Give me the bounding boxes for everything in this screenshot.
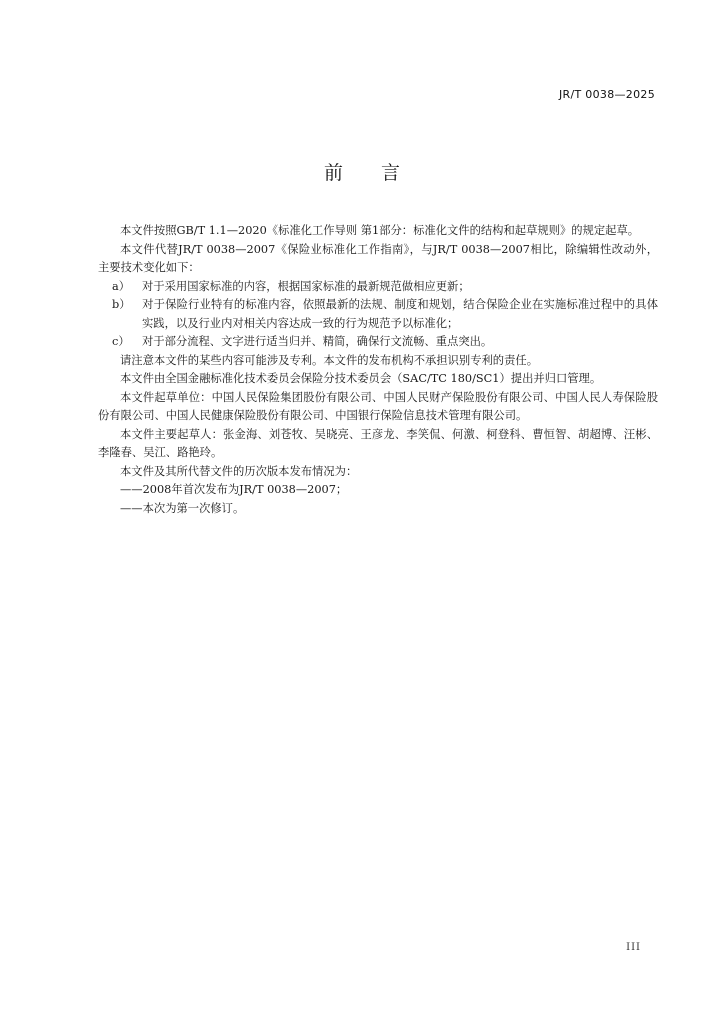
list-marker: b） — [112, 298, 131, 311]
list-item-c — [98, 333, 658, 352]
paragraph-replacement: 本文件代替JR/T 0038—2007《保险业标准化工作指南》，与JR/T 0038—2007相比，除编辑性改动外，主要技术变化如下： — [98, 242, 658, 274]
list-item-a — [98, 278, 658, 297]
list-item-text: 对于部分流程、文字进行适当归并、精简，确保行文流畅、重点突出。 — [142, 335, 493, 348]
list-item-text: 对于采用国家标准的内容，根据国家标准的最新规范做相应更新； — [142, 279, 470, 293]
list-item-text: 对于保险行业特有的标准内容，依照最新的法规、制度和规划，结合保险企业在实施标准过程中的具体实践，以及行业内对相关内容达成一致的行为规范予以标准化； — [142, 298, 658, 330]
paragraph-drafting-rules: 本文件按照GB/T 1.1—2020《标准化工作导则 第1部分：标准化文件的结构和起草规则》的规定起草。 — [120, 224, 640, 237]
list-marker: c） — [112, 335, 130, 348]
page-number: III — [626, 942, 641, 953]
list-item-b — [98, 296, 658, 333]
list-marker: a） — [112, 279, 131, 293]
page-title: 前言 — [323, 162, 438, 184]
foreword-body — [98, 222, 658, 518]
document-code: JR/T 0038—2025 — [559, 88, 655, 101]
history-item: ——2008年首次发布为JR/T 0038—2007； — [120, 483, 348, 496]
paragraph-drafting-units: 本文件起草单位：中国人民保险集团股份有限公司、中国人民财产保险股份有限公司、中国人民人寿保险股份有限公司、中国人民健康保险股份有限公司、中国银行保险信息技术管理有限公司。 — [98, 390, 658, 422]
paragraph-history-intro: 本文件及其所代替文件的历次版本发布情况为： — [120, 464, 358, 478]
history-item: ——本次为第一次修订。 — [120, 501, 245, 515]
paragraph-drafters: 本文件主要起草人：张金海、刘苍牧、吴晓亮、王彦龙、李笑侃、何激、柯登科、曹恒智、胡超博、汪彬、李隆春、吴江、路艳玲。 — [98, 427, 658, 459]
paragraph-patent-notice: 请注意本文件的某些内容可能涉及专利。本文件的发布机构不承担识别专利的责任。 — [120, 353, 538, 367]
paragraph-proposer: 本文件由全国金融标准化技术委员会保险分技术委员会（SAC/TC 180/SC1）提出并归口管理。 — [120, 372, 602, 385]
